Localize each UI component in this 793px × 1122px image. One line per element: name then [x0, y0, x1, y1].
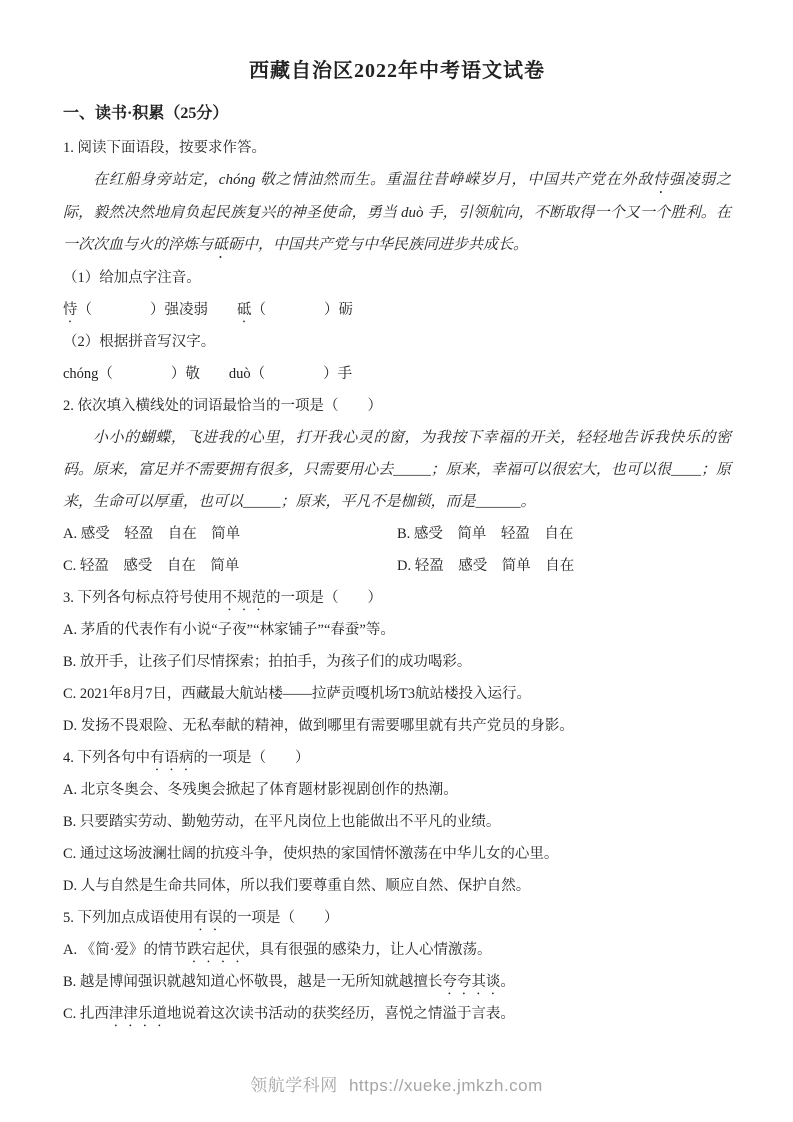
question-1-passage: 在红船身旁站定，chóng 敬之情油然而生。重温往昔峥嵘岁月，中国共产党在外敌恃强凌弱之际，毅然决然地肩负起民族复兴的神圣使命，勇当 duò 手，引领航向，不断取得一个又一个胜利。在一次次血与火的淬炼与砥砺中，中国共产党与中华民族同进步共成长。 — [63, 172, 731, 253]
question-4-option-b: B. 只要踏实劳动、勤勉劳动，在平凡岗位上也能做出不平凡的业绩。 — [63, 814, 501, 830]
watermark-site-name: 领航学科网 — [250, 1076, 338, 1095]
question-1-part1-answer-blanks: 恃（ ）强凌弱 砥（ ）砺 — [63, 302, 353, 318]
question-2-passage: 小小的蝴蝶，飞进我的心里，打开我心灵的窗，为我按下幸福的开关，轻轻地告诉我快乐的密码。原来，富足并不需要拥有很多，只需要用心去_____；原来，幸福可以很宏大，也可以很____；原来，生命可以厚重，也可以_____；原来，平凡不是枷锁，而是______。 — [63, 430, 731, 510]
question-4-option-a: A. 北京冬奥会、冬残奥会掀起了体育题材影视剧创作的热潮。 — [63, 782, 458, 798]
question-4-option-c: C. 通过这场波澜壮阔的抗疫斗争，使炽热的家国情怀激荡在中华儿女的心里。 — [63, 846, 559, 862]
question-3-option-b: B. 放开手，让孩子们尽情探索；拍拍手，为孩子们的成功喝彩。 — [63, 654, 472, 670]
question-3 — [63, 582, 731, 742]
watermark-url: https://xueke.jmkzh.com — [348, 1076, 543, 1095]
question-4-stem: 4. 下列各句中有语病的一项是（ ） — [63, 750, 310, 766]
question-1-part1-label: （1）给加点字注音。 — [63, 270, 201, 286]
question-2-options — [63, 518, 731, 582]
question-2-option-d: D. 轻盈 感受 简单 自在 — [397, 558, 575, 574]
question-3-option-a: A. 茅盾的代表作有小说“子夜”“林家铺子”“春蚕”等。 — [63, 622, 395, 638]
question-5-option-c: C. 扎西津津乐道地说着这次读书活动的获奖经历，喜悦之情溢于言表。 — [63, 1006, 515, 1022]
question-1-stem: 1. 阅读下面语段，按要求作答。 — [63, 140, 266, 156]
question-2-option-a: A. 感受 轻盈 自在 简单 — [63, 526, 241, 542]
question-3-stem: 3. 下列各句标点符号使用不规范的一项是（ ） — [63, 590, 382, 606]
question-4 — [63, 742, 731, 902]
section-heading: 一、读书·积累（25分） — [63, 105, 229, 122]
question-2-stem: 2. 依次填入横线处的词语最恰当的一项是（ ） — [63, 398, 382, 414]
question-5 — [63, 902, 731, 1030]
page-title: 西藏自治区2022年中考语文试卷 — [249, 60, 545, 82]
question-5-stem: 5. 下列加点成语使用有误的一项是（ ） — [63, 910, 339, 926]
watermark — [0, 1071, 793, 1096]
question-1 — [63, 132, 731, 390]
question-4-option-d: D. 人与自然是生命共同体，所以我们要尊重自然、顺应自然、保护自然。 — [63, 878, 531, 894]
question-2 — [63, 390, 731, 582]
question-3-option-d: D. 发扬不畏艰险、无私奉献的精神，做到哪里有需要哪里就有共产党员的身影。 — [63, 718, 574, 734]
question-5-option-a: A. 《简·爱》的情节跌宕起伏，具有很强的感染力，让人心情激荡。 — [63, 942, 492, 958]
question-3-option-c: C. 2021年8月7日，西藏最大航站楼——拉萨贡嘎机场T3航站楼投入运行。 — [63, 686, 532, 702]
question-5-option-b: B. 越是博闻强识就越知道心怀敬畏，越是一无所知就越擅长夸夸其谈。 — [63, 974, 515, 990]
question-2-option-c: C. 轻盈 感受 自在 简单 — [63, 558, 240, 574]
question-2-option-b: B. 感受 简单 轻盈 自在 — [397, 526, 574, 542]
question-1-part2-label: （2）根据拼音写汉字。 — [63, 334, 216, 350]
question-1-part2-answer-blanks: chóng（ ）敬 duò（ ）手 — [63, 366, 353, 382]
